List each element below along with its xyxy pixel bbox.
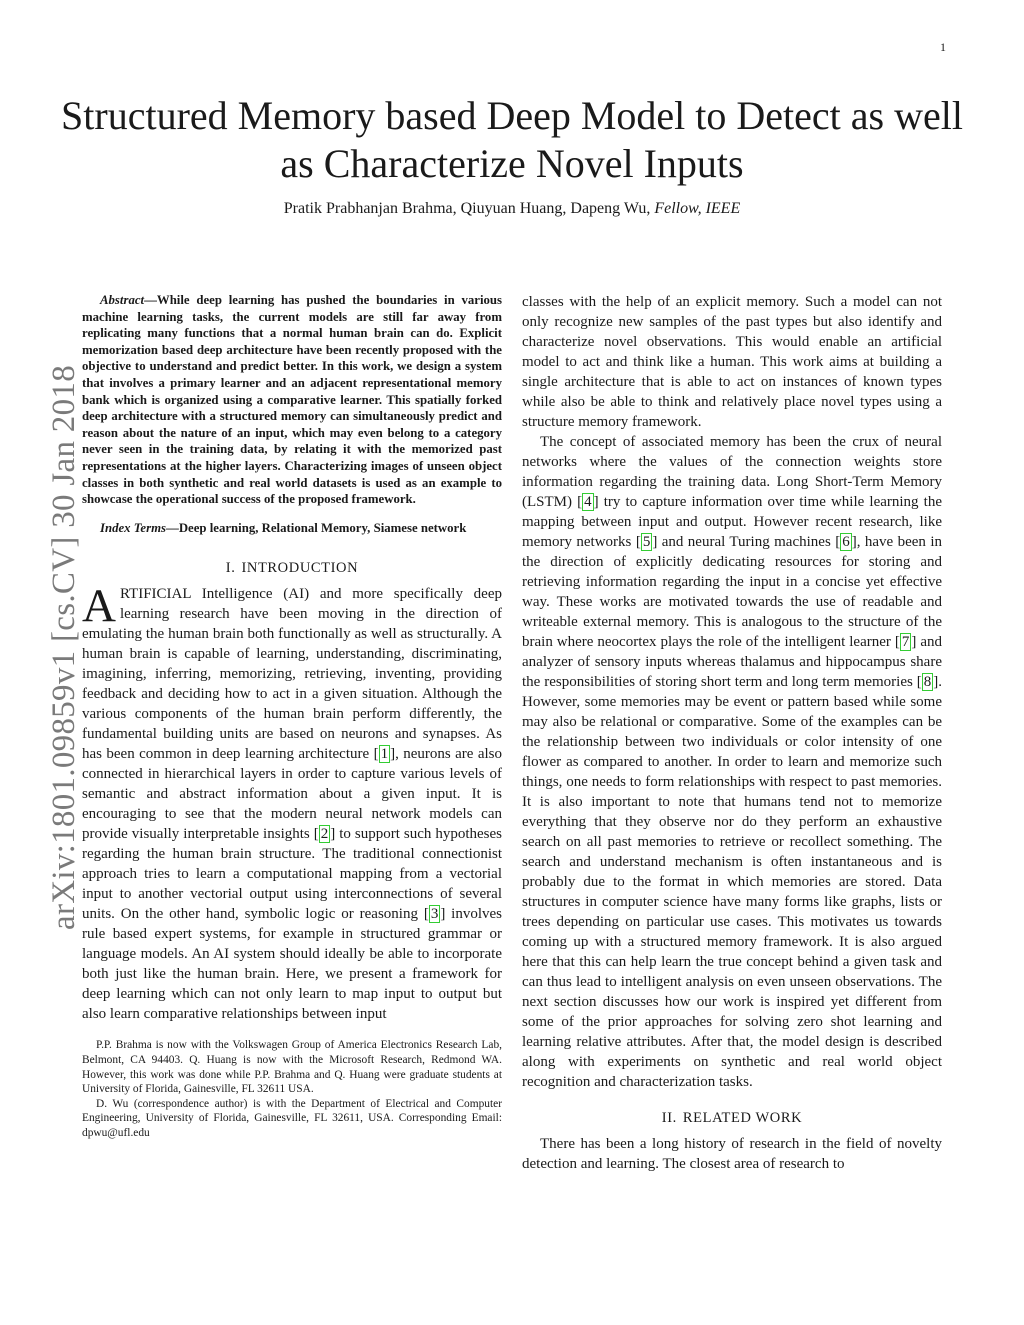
body-text-f: . However, some memories may be event or pattern based while some may also be relational or comparative. Some of the examples can be the relationship between two individuals or color intensity of one flower as compared to another. In order to learn and memorize such things, one needs to form relationships with respect to past memories. It is also important to note that humans tend not to memorize everything that they observe nor do they perform an exhaustive search on all past memories to retrieve or recollect something. The search and understand mechanism is often instantaneous and is probably due to the format in which memories are stored. Data structures in computer science have many forms like graphs, lists or trees depending on particular use cases. This motivates us towards coming up with a structured memory framework. It is also argued here that this can help learn the true concept behind a given task and can thus lead to intelligent analysis on even unseen observations. The next section discusses how our work is inspired yet different from some of the prior approaches for solving zero shot learning and learning relative attributes. After that, the model design is described along with experiments on synthetic and real world object recognition and characterization tasks. — [522, 674, 942, 1090]
abstract — [82, 292, 502, 508]
intro-text-4: involves rule based expert systems, for example in structured grammar or language models. An AI system should ideally be able to incorporate both just like the human brain. Here, we present a framework for deep learning which can not only learn to map input to output but also learn comparative relationships between input — [82, 906, 502, 1023]
citation-link-6[interactable]: 6 — [842, 534, 850, 550]
section-title: RELATED WORK — [682, 1110, 803, 1126]
body-text-c: and neural Turing machines — [657, 534, 836, 550]
citation-link-8[interactable]: 8 — [923, 674, 932, 690]
author-list — [60, 200, 964, 218]
section-number: I. — [225, 560, 236, 577]
body-paragraph-2: The concept of associated memory has been the crux of neural networks where the values of the connection weights store information regarding the training data. Long Short-Term Memory (LSTM) [ 4 ] try to capture information over time while learning the mapping between input and output. However recent research, like memory networks [ 5 ] and neural Turing machines [ 6 ], have been in the direction of explicitly dedicating resources for storing and retrieving information regarding the input in a concise yet effective way. These works are motivated towards the use of readable and writeable external memory. This is analogous to the structure of the brain where neocortex plays the role of the intelligent learner [ 7 ] and analyzer of sensory inputs whereas thalamus and hippocampus share the responsibilities of storing short term and long term memories [ 8 ]. However, some memories may be event or pattern based while some may also be relational or comparative. Some of the examples can be the relationship between two individuals or color intensity of one flower as compared to another. In order to learn and memorize such things, one needs to form relationships with respect to past memories. It is also important to note that humans tend not to memorize everything that they observe nor do they perform an exhaustive search on all past memories to retrieve or recollect something. The search and understand mechanism is often instantaneous and is probably due to the format in which memories are stored. Data structures in computer science have many forms like graphs, lists or trees depending on particular use cases. This motivates us towards coming up with a structured memory framework. It is also argued here that this can help learn the true concept behind a given task and can thus lead to intelligent analysis on even unseen observations. The next section discusses how our work is inspired yet different from some of the prior approaches for solving zero shot learning and learning relative attributes. After that, the model design is described along with experiments on synthetic and real world object recognition and characterization tasks. — [522, 434, 942, 1090]
arxiv-identifier: arXiv:1801.09859v1 [cs.CV] 30 Jan 2018 — [46, 364, 82, 930]
related-work-paragraph: There has been a long history of research in the field of novelty detection and learning. The closest area of research to — [522, 1136, 942, 1172]
index-terms-label: Index Terms — [100, 520, 167, 535]
footnotes — [82, 1038, 502, 1140]
citation-link-3[interactable]: 3 — [430, 906, 439, 923]
intro-text-2: , neurons are also connected in hierarchical layers in order to capture various levels of semantic and abstract information about a given input. It is encouraging to see that the modern neural network models can provide visually interpretable insights — [82, 746, 502, 843]
body-text-d: , have been in the direction of explicitly dedicating resources for storing and retrieving information regarding the input in a concise yet effective way. These works are motivated towards the use of readable and writeable external memory. This is analogous to the structure of the brain where neocortex plays the role of the intelligent learner — [522, 534, 942, 650]
page-number: 1 — [940, 40, 946, 54]
abstract-label: Abstract — [100, 293, 145, 307]
citation-link-2[interactable]: 2 — [320, 826, 329, 843]
left-column — [82, 292, 502, 1140]
section-heading-related-work — [522, 1108, 942, 1128]
author-names: Pratik Prabhanjan Brahma, Qiuyuan Huang, Dapeng Wu, — [283, 200, 651, 217]
body-paragraph-1: classes with the help of an explicit memory. Such a model can not only recognize new samples of the past types but also identify and characterize novel observations. This would enable an artificial model to act and think like a human. This work aims at building a single architecture that is able to act on instances of known types while also be able to think and relatively place novel types using a structure memory framework. — [522, 294, 942, 430]
intro-text-3: to support such hypotheses regarding the human brain structure. The traditional connectionist approach tries to learn a computational mapping from a vectorial input to another vectorial output using interconnections of several units. On the other hand, symbolic logic or reasoning — [82, 826, 502, 923]
section-title: INTRODUCTION — [241, 560, 359, 577]
drop-cap: A — [82, 580, 116, 633]
index-terms-text: —Deep learning, Relational Memory, Siamese network — [166, 520, 467, 535]
intro-text-1: RTIFICIAL Intelligence (AI) and more specifically deep learning research have been moving in the direction of emulating the human brain both functionally as well as structurally. A human brain is capable of learning, understanding, discriminating, imagining, inferring, memorizing, retrieving, inventing, providing feedback and deciding how to act in a given situation. Although the various components of the human brain perform differently, the fundamental building units are based on neurons and synapses. As has been common in deep learning architecture — [82, 586, 502, 763]
citation-link-7[interactable]: 7 — [901, 634, 910, 650]
intro-paragraph: ARTIFICIAL Intelligence (AI) and more specifically deep learning research have been moving in the direction of emulating the human brain both functionally as well as structurally. A human brain is capable of learning, understanding, discriminating, imagining, inferring, memorizing, retrieving, inventing, providing feedback and deciding how to act in a given situation. Although the various components of the human brain perform differently, the fundamental building units are based on neurons and synapses. As has been common in deep learning architecture [ 1 ], neurons are also connected in hierarchical layers in order to capture various levels of semantic and abstract information about a given input. It is encouraging to see that the modern neural network models can provide visually interpretable insights [ 2 ] to support such hypotheses regarding the human brain structure. The traditional connectionist approach tries to learn a computational mapping from a vectorial input to another vectorial output using interconnections of several units. On the other hand, symbolic logic or reasoning [ 3 ] involves rule based expert systems, for example in structured grammar or language models. An AI system should ideally be able to incorporate both just like the human brain. Here, we present a framework for deep learning which can not only learn to map input to output but also learn comparative relationships between input — [82, 580, 502, 1023]
right-column — [522, 292, 942, 1174]
section-heading-introduction — [82, 558, 502, 578]
body-text-a: The concept of associated memory has been the crux of neural networks where the values of the connection weights store information regarding the training data. Long Short-Term Memory (LSTM) — [522, 434, 942, 510]
footnote-correspondence: D. Wu (correspondence author) is with the Department of Electrical and Computer Engineering, University of Florida, Gainesville, FL 32611, USA. Corresponding Email: dpwu@ufl.edu — [82, 1097, 502, 1139]
footnote-affiliation: P.P. Brahma is now with the Volkswagen Group of America Electronics Research Lab, Belmont, CA 94403. Q. Huang is now with the Microsoft Research, Redmond WA. However, this work was done while P.P. Brahma and Q. Huang were graduate students at University of Florida, Gainesville, FL 32611 USA. — [82, 1039, 502, 1096]
citation-link-5[interactable]: 5 — [642, 534, 651, 550]
body-text-e: and analyzer of sensory inputs whereas thalamus and hippocampus share the responsibilities of storing short term and long term memories — [522, 634, 942, 690]
index-terms — [82, 520, 502, 537]
paper-title: Structured Memory based Deep Model to Detect as well as Characterize Novel Inputs — [61, 93, 963, 186]
body-text-b: try to capture information over time while learning the mapping between input and output. However recent research, like memory networks — [522, 494, 942, 550]
abstract-text: —While deep learning has pushed the boundaries in various machine learning tasks, the current models are still far away from replicating many functions that a normal human brain can do. Explicit memorization based deep architecture have been recently proposed with the objective to understand and predict better. In this work, we design a system that involves a primary learner and an adjacent representational memory bank which is organized using a comparative learner. This spatially forked deep architecture with a structured memory can simultaneously predict and reason about the nature of an input, which may even belong to a category never seen in the training data, by relating it with the memorized past representations at the higher layers. Characterizing images of unseen object classes in both synthetic and real world datasets is used as an example to showcase the operational success of the proposed framework. — [82, 293, 502, 507]
section-number: II. — [661, 1110, 677, 1126]
author-suffix: Fellow, IEEE — [654, 200, 741, 217]
citation-link-1[interactable]: 1 — [380, 746, 389, 763]
citation-link-4[interactable]: 4 — [584, 494, 592, 510]
